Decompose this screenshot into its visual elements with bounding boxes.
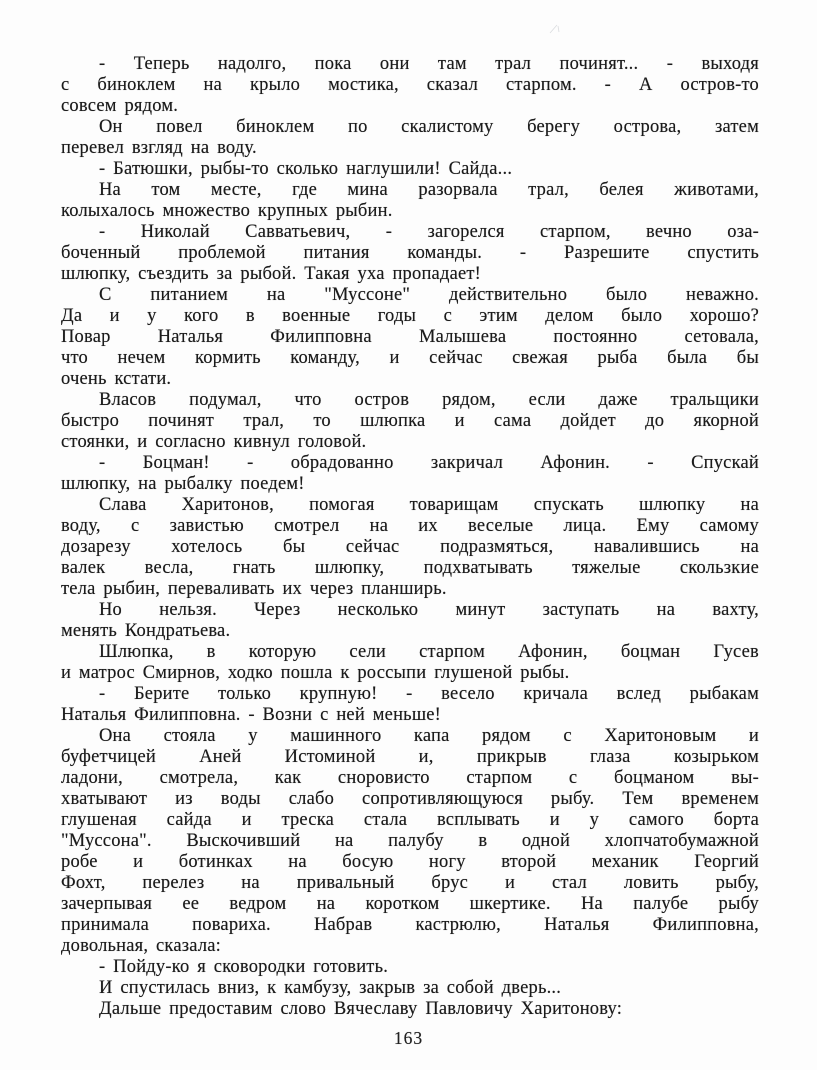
- text-line: зачерпывая ее ведром на коротком шкертике. На палубе рыбу: [61, 894, 759, 914]
- text-line: колыхалось множество крупных рыбин.: [61, 201, 393, 221]
- text-line: Она стояла у машинного капа рядом с Харитоновым и: [99, 726, 759, 746]
- text-line: тела рыбин, переваливать их через планширь.: [61, 579, 447, 599]
- page-text-block: [61, 54, 759, 1020]
- text-line: менять Кондратьева.: [61, 621, 231, 641]
- text-line: С питанием на "Муссоне" действительно было неважно.: [99, 285, 759, 305]
- text-line: принимала повариха. Набрав кастрюлю, Наталья Филипповна,: [61, 915, 759, 935]
- text-line: робе и ботинках на босую ногу второй механик Георгий: [61, 852, 759, 872]
- text-line: - Теперь надолго, пока они там трал починят... - выходя: [99, 54, 759, 74]
- text-line: очень кстати.: [61, 369, 172, 389]
- text-line: Фохт, перелез на привальный брус и стал ловить рыбу,: [61, 873, 759, 893]
- scan-artifact: [548, 21, 564, 37]
- text-line: Повар Наталья Филипповна Малышева постоянно сетовала,: [61, 327, 759, 347]
- text-line: шлюпку, на рыбалку поедем!: [61, 474, 305, 494]
- text-line: - Пойду-ко я сковородки готовить.: [99, 957, 389, 977]
- text-line: перевел взгляд на воду.: [61, 138, 257, 158]
- text-line: - Батюшки, рыбы-то сколько наглушили! Сайда...: [99, 159, 513, 179]
- text-line: Но нельзя. Через несколько минут заступать на вахту,: [99, 600, 759, 620]
- text-line: Шлюпка, в которую сели старпом Афонин, боцман Гусев: [99, 642, 759, 662]
- text-line: буфетчицей Аней Истоминой и, прикрыв глаза козырьком: [61, 747, 759, 767]
- text-line: Дальше предоставим слово Вячеславу Павловичу Харитонову:: [99, 999, 623, 1019]
- text-line: валек весла, гнать шлюпку, подхватывать тяжелые скользкие: [61, 558, 759, 578]
- text-line: Он повел биноклем по скалистому берегу острова, затем: [99, 117, 759, 137]
- text-line: ладони, смотрела, как сноровисто старпом с боцманом вы-: [61, 768, 759, 788]
- text-line: довольная, сказала:: [61, 936, 222, 956]
- text-line: Слава Харитонов, помогая товарищам спускать шлюпку на: [99, 495, 759, 515]
- text-line: Власов подумал, что остров рядом, если даже тральщики: [99, 390, 759, 410]
- text-line: "Муссона". Выскочивший на палубу в одной хлопчатобумажной: [61, 831, 759, 851]
- text-line: глушеная сайда и треска стала всплывать и у самого борта: [61, 810, 759, 830]
- text-line: - Берите только крупную! - весело кричала вслед рыбакам: [99, 684, 759, 704]
- text-line: Да и у кого в военные годы с этим делом было хорошо?: [61, 306, 759, 326]
- text-line: и матрос Смирнов, ходко пошла к россыпи глушеной рыбы.: [61, 663, 570, 683]
- text-line: - Боцман! - обрадованно закричал Афонин. - Спускай: [99, 453, 759, 473]
- text-line: воду, с завистью смотрел на их веселые лица. Ему самому: [61, 516, 759, 536]
- text-line: что нечем кормить команду, и сейчас свежая рыба была бы: [61, 348, 759, 368]
- text-line: стоянки, и согласно кивнул головой.: [61, 432, 367, 452]
- text-line: совсем рядом.: [61, 96, 179, 116]
- text-line: - Николай Савватьевич, - загорелся старпом, вечно оза-: [99, 222, 759, 242]
- text-line: быстро починят трал, то шлюпка и сама дойдет до якорной: [61, 411, 759, 431]
- text-line: Наталья Филипповна. - Возни с ней меньше!: [61, 705, 442, 725]
- page-number: 163: [393, 1028, 424, 1048]
- text-line: хватывают из воды слабо сопротивляющуюся рыбу. Тем временем: [61, 789, 759, 809]
- text-line: с биноклем на крыло мостика, сказал старпом. - А остров-то: [61, 75, 759, 95]
- text-line: шлюпку, съездить за рыбой. Такая уха пропадает!: [61, 264, 482, 284]
- text-line: боченный проблемой питания команды. - Разрешите спустить: [61, 243, 759, 263]
- text-line: И спустилась вниз, к камбузу, закрыв за собой дверь...: [99, 978, 562, 998]
- text-line: дозарезу хотелось бы сейчас подразмяться, навалившись на: [61, 537, 759, 557]
- text-line: На том месте, где мина разорвала трал, белея животами,: [99, 180, 759, 200]
